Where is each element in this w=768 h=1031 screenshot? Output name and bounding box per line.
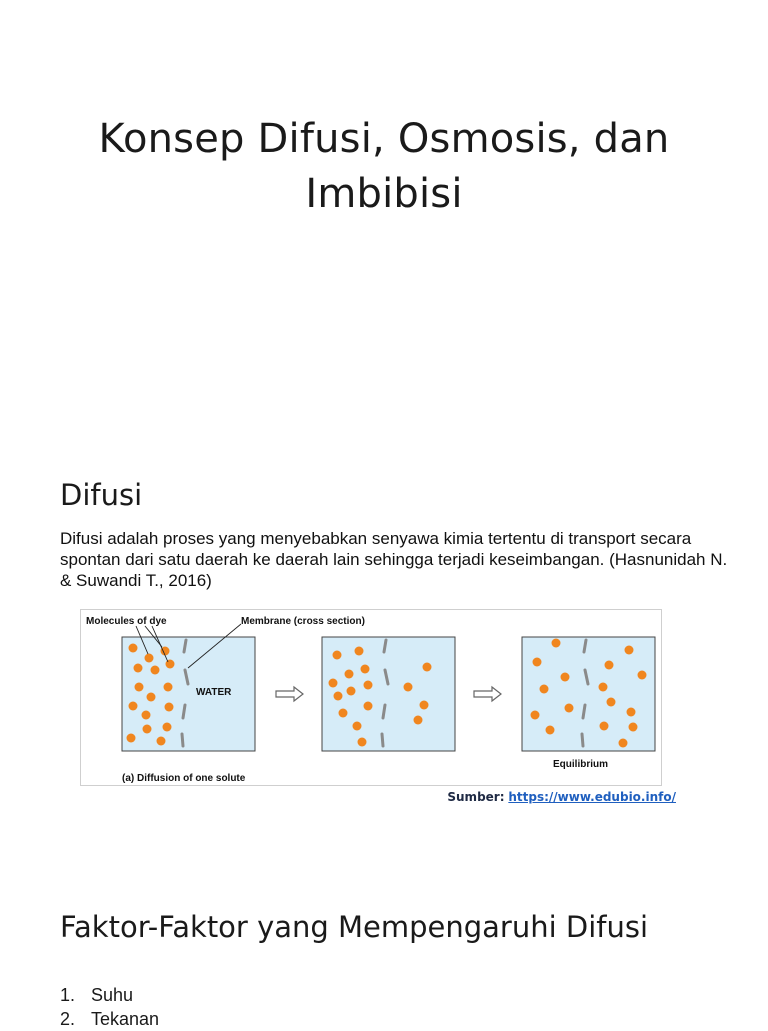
- label-water: WATER: [196, 687, 232, 698]
- diffusion-diagram: [81, 610, 661, 785]
- label-membrane: Membrane (cross section): [241, 616, 365, 627]
- label-equilibrium: Equilibrium: [553, 759, 608, 770]
- list-item-text: Suhu: [91, 985, 134, 1005]
- figure-caption: (a) Diffusion of one solute: [122, 773, 246, 784]
- slide-title: Konsep Difusi, Osmosis, dan Imbibisi: [98, 116, 670, 217]
- water-panel-1: [122, 637, 255, 751]
- source-credit: [447, 790, 676, 804]
- diffusion-figure: [80, 609, 662, 786]
- section-heading-difusi: Difusi: [60, 478, 143, 512]
- list-item-number: 2.: [60, 1009, 76, 1029]
- list-item: [60, 1007, 159, 1031]
- list-item-number: 1.: [60, 985, 76, 1005]
- label-molecules-of-dye: Molecules of dye: [86, 616, 167, 627]
- list-item: [60, 983, 159, 1007]
- list-item-text: Tekanan: [91, 1009, 160, 1029]
- section-heading-faktor: Faktor-Faktor yang Mempengaruhi Difusi: [60, 910, 649, 944]
- arrow-right-icon: [474, 687, 501, 701]
- difusi-definition-text: Difusi adalah proses yang menyebabkan senyawa kimia tertentu di transport secara spontan dari satu daerah ke daerah lain sehingga terjadi keseimbangan. (Hasnunidah N. & Suwandi T., 2016): [60, 529, 728, 590]
- source-label: Sumber:: [447, 790, 505, 804]
- source-link[interactable]: https://www.edubio.info/: [508, 790, 676, 804]
- arrow-right-icon: [276, 687, 303, 701]
- water-panel-3-equilibrium: [522, 637, 655, 751]
